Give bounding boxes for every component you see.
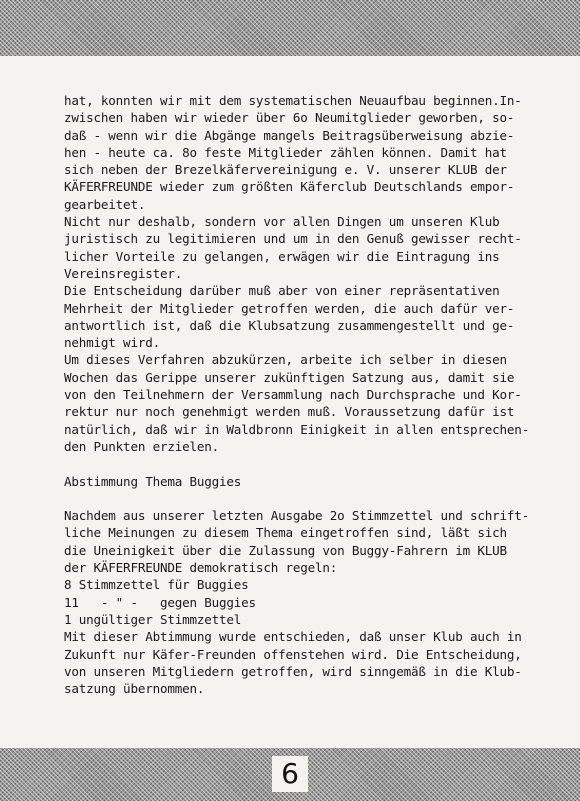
text-line: Nicht nur deshalb, sondern vor allen Dingen um unseren Klub [64, 214, 500, 230]
text-line: Wochen das Gerippe unserer zukünftigen Satzung aus, damit sie [64, 369, 515, 385]
vote-result-line: 8 Stimmzettel für Buggies [64, 577, 249, 593]
text-line: Mehrheit der Mitglieder getroffen werden, die auch dafür ver- [64, 300, 515, 316]
vote-result-line: 1 ungültiger Stimmzettel [64, 611, 242, 627]
text-line: zwischen haben wir wieder über 6o Neumitglieder geworben, so- [64, 110, 515, 126]
text-line: antwortlich ist, daß die Klubsatzung zusammengestellt und ge- [64, 317, 515, 333]
page-body [64, 92, 534, 697]
text-line: gearbeitet. [64, 196, 146, 212]
text-line: daß - wenn wir die Abgänge mangels Beitragsüberweisung abzie- [64, 127, 515, 143]
text-line: die Uneinigkeit über die Zulassung von Buggy-Fahrern im KLUB [64, 542, 507, 558]
text-line: hen - heute ca. 8o feste Mitglieder zählen können. Damit hat [64, 144, 507, 160]
text-line: KÄFERFREUNDE wieder zum größten Käferclub Deutschlands empor- [64, 179, 515, 195]
text-line: licher Vorteile zu gelangen, erwägen wir die Eintragung ins [64, 248, 500, 264]
text-line: nehmigt wird. [64, 335, 160, 351]
text-line: von den Teilnehmern der Versammlung nach Durchsprache und Kor- [64, 387, 522, 403]
text-line: rektur nur noch genehmigt werden muß. Voraussetzung dafür ist [64, 404, 515, 420]
text-line: juristisch zu legitimieren und um in den Genuß gewisser recht- [64, 231, 522, 247]
vote-result-line: 11 - " - gegen Buggies [64, 594, 256, 610]
text-line: hat, konnten wir mit dem systematischen Neuaufbau beginnen.In- [64, 93, 522, 108]
text-line: von unseren Mitgliedern getroffen, wird sinngemäß in die Klub- [64, 663, 522, 679]
text-line: Nachdem aus unserer letzten Ausgabe 2o Stimmzettel und schrift- [64, 508, 530, 524]
text-line: satzung übernommen. [64, 681, 205, 697]
text-line: der KÄFERFREUNDE demokratisch regeln: [64, 560, 338, 576]
text-line: Um dieses Verfahren abzukürzen, arbeite ich selber in diesen [64, 352, 507, 368]
text-line: sich neben der Brezelkäfervereinigung e. V. unserer KLUB der [64, 162, 507, 178]
paragraph-gap [64, 490, 534, 507]
text-line: liche Meinungen zu diesem Thema eingetroffen sind, läßt sich [64, 525, 507, 541]
text-line: Zukunft nur Käfer-Freunden offenstehen wird. Die Entscheidung, [64, 646, 522, 662]
paragraph-gap [64, 455, 534, 472]
text-line: Die Entscheidung darüber muß aber von einer repräsentativen [64, 283, 500, 299]
text-line: den Punkten erzielen. [64, 438, 220, 454]
text-line: Mit dieser Abtimmung wurde entschieden, daß unser Klub auch in [64, 629, 522, 645]
section-heading: Abstimmung Thema Buggies [64, 473, 242, 489]
top-halftone-band [0, 0, 580, 56]
text-line: Vereinsregister. [64, 265, 183, 281]
text-line: natürlich, daß wir in Waldbronn Einigkeit in allen entsprechen- [64, 421, 530, 437]
page-number: 6 [272, 756, 308, 792]
